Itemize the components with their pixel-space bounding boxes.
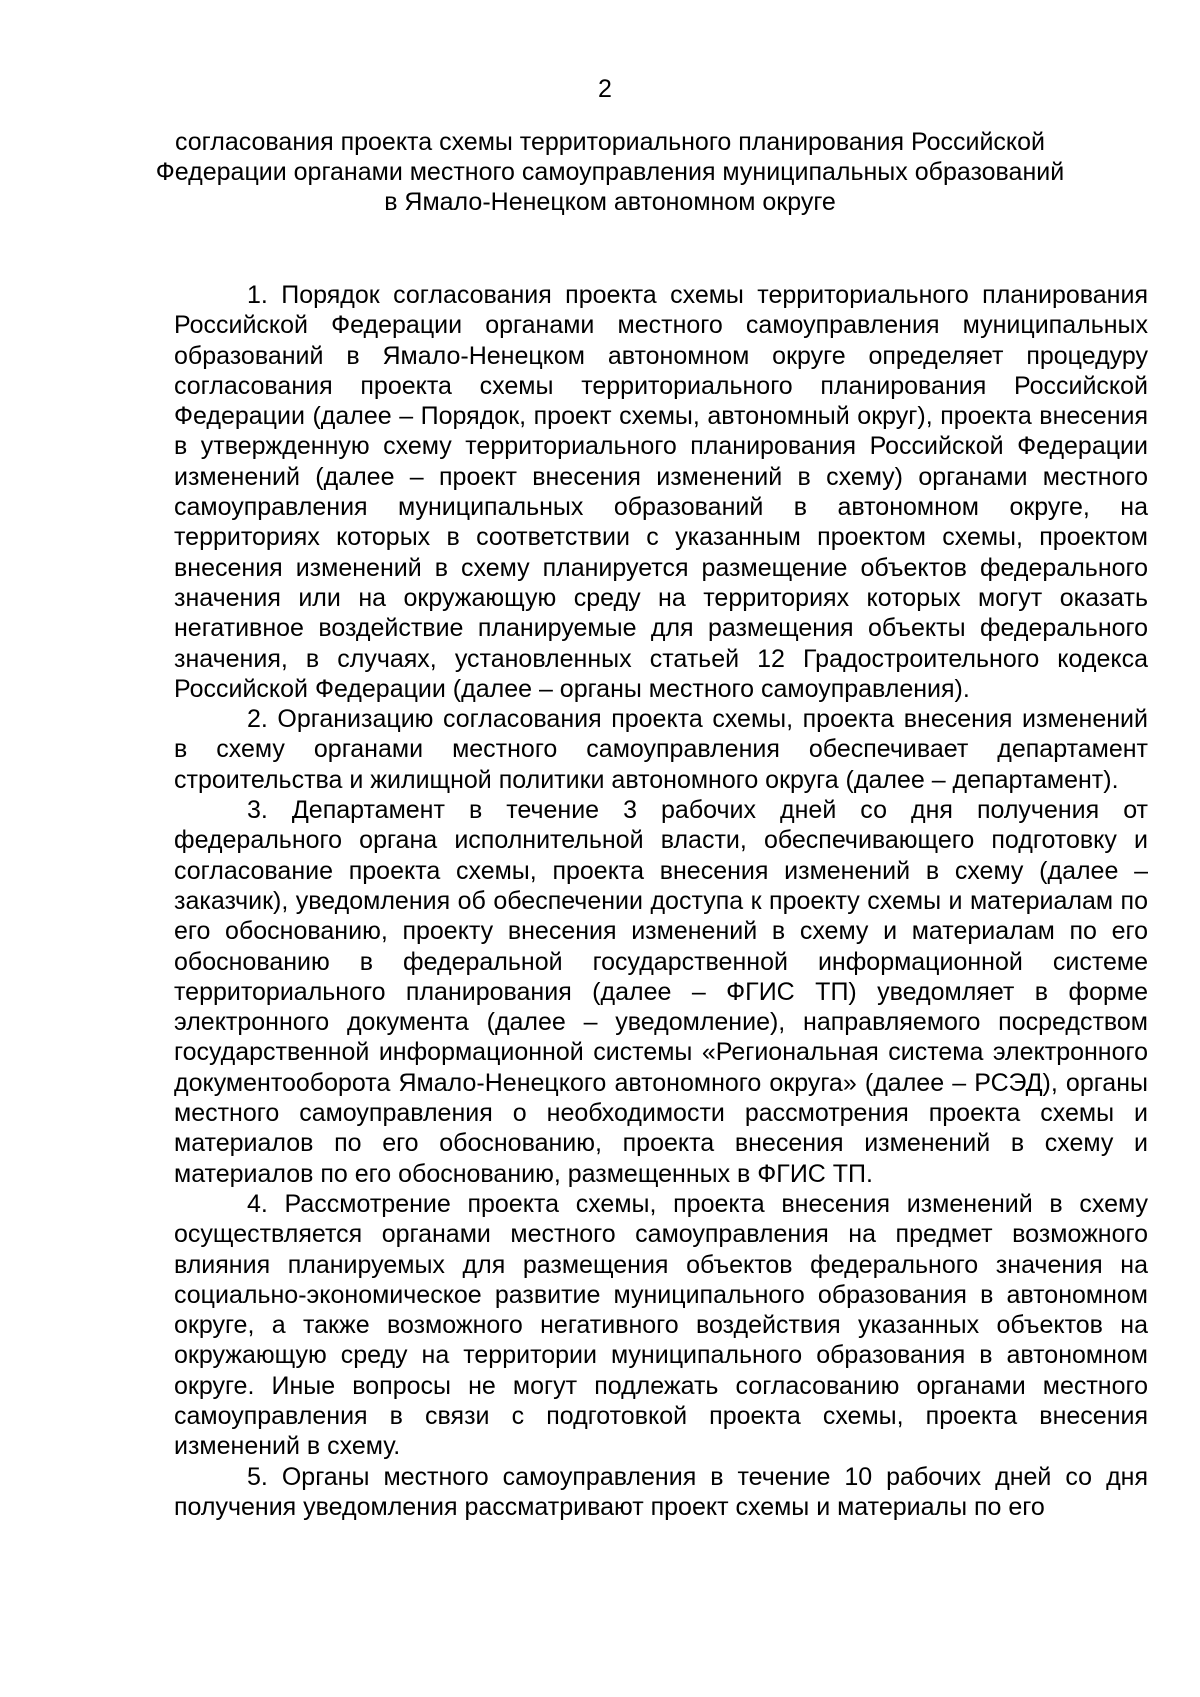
paragraph-5: 5. Органы местного самоуправления в течение 10 рабочих дней со дня получения уведомления рассматривают проект схемы и материалы по его [174,1462,1148,1521]
heading-line: согласования проекта схемы территориального планирования Российской [175,128,1045,156]
heading-line: в Ямало-Ненецком автономном округе [384,188,836,216]
paragraph-2: 2. Организацию согласования проекта схемы, проекта внесения изменений в схему органами местного самоуправления обеспечивает департамент строительства и жилищной политики автономного округа (далее – департамент). [174,705,1148,794]
paragraph-4: 4. Рассмотрение проекта схемы, проекта внесения изменений в схему осуществляется органами местного самоуправления на предмет возможного влияния планируемых для размещения объектов федерального значения на социально-экономическое развитие муниципального образования в автономном округе, а также возможного негативного воздействия указанных объектов на окружающую среду на территории муниципального образования в автономном округе. Иные вопросы не могут подлежать согласованию органами местного самоуправления в связи с подготовкой проекта схемы, проекта внесения изменений в схему. [174,1189,1148,1461]
paragraph-1: 1. Порядок согласования проекта схемы территориального планирования Российской Федерации органами местного самоуправления муниципальных образований в Ямало-Ненецком автономном округе определяет процедуру согласования проекта схемы территориального планирования Российской Федерации (далее – Порядок, проект схемы, автономный округ), проекта внесения в утвержденную схему территориального планирования Российской Федерации изменений (далее – проект внесения изменений в схему) органами местного самоуправления муниципальных образований в автономном округе, на территориях которых в соответствии с указанным проектом схемы, проектом внесения изменений в схему планируется размещение объектов федерального значения или на окружающую среду на территориях которых могут оказать негативное воздействие планируемые для размещения объекты федерального значения, в случаях, установленных статьей 12 Градостроительного кодекса Российской Федерации (далее – органы местного самоуправления). [174,281,1148,703]
heading-line: Федерации органами местного самоуправления муниципальных образований [155,158,1065,186]
document-heading [150,127,1070,217]
paragraph-3: 3. Департамент в течение 3 рабочих дней со дня получения от федерального органа исполнительной власти, обеспечивающего подготовку и согласование проекта схемы, проекта внесения изменений в схему (далее – заказчик), уведомления об обеспечении доступа к проекту схемы и материалам по его обоснованию, проекту внесения изменений в схему и материалам по его обоснованию в федеральной государственной информационной системе территориального планирования (далее – ФГИС ТП) уведомляет в форме электронного документа (далее – уведомление), направляемого посредством государственной информационной системы «Региональная система электронного документооборота Ямало-Ненецкого автономного округа» (далее – РСЭД), органы местного самоуправления о необходимости рассмотрения проекта схемы и материалов по его обоснованию, проекта внесения изменений в схему и материалов по его обоснованию, размещенных в ФГИС ТП. [174,796,1148,1188]
document-body [174,280,1148,1522]
page-number: 2 [598,75,612,103]
